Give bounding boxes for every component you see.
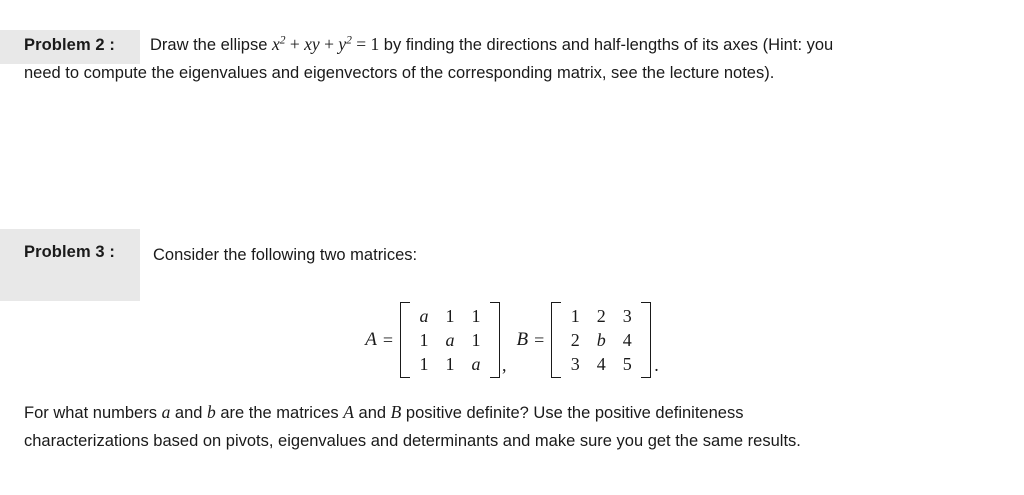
problem-2-text-before: Draw the ellipse: [150, 36, 272, 54]
matrix-cell: 4: [596, 354, 606, 374]
matrix-b-equals: =: [534, 329, 545, 350]
problem-2-block: [0, 30, 1024, 87]
matrix-cell: 2: [570, 330, 580, 350]
matrix-cell: 1: [471, 330, 481, 350]
bracket-left: [400, 302, 410, 378]
matrix-cell: a: [445, 330, 455, 350]
bracket-left: [551, 302, 561, 378]
matrix-cell: b: [596, 330, 606, 350]
matrix-a-trailing: ,: [502, 355, 507, 375]
closing-line-1: For what numbers a and b are the matrices A and B positive definite? Use the positive definiteness: [24, 402, 744, 422]
matrix-cell: 1: [570, 306, 580, 326]
matrix-b-brackets: [551, 302, 651, 378]
matrix-b-cells: [561, 302, 641, 378]
problem-2-label: Problem 2 :: [24, 36, 115, 54]
matrix-b-group: [517, 302, 659, 378]
bracket-right: [490, 302, 500, 378]
matrix-cell: 3: [622, 306, 632, 326]
matrix-a-name: A: [365, 329, 377, 350]
matrix-cell: 5: [622, 354, 632, 374]
matrix-a-equals: =: [382, 329, 393, 350]
problem-3-closing: [24, 398, 984, 455]
matrix-cell: 1: [445, 354, 455, 374]
problem-3-label-highlight: [0, 229, 140, 301]
problem-3-intro: Consider the following two matrices:: [153, 246, 418, 264]
matrix-cell: 2: [596, 306, 606, 326]
bracket-right: [641, 302, 651, 378]
matrix-cell: a: [471, 354, 481, 374]
matrix-cell: 1: [445, 306, 455, 326]
matrix-b-trailing: .: [654, 355, 659, 375]
closing-line-2: characterizations based on pivots, eigenvalues and determinants and make sure you get the same results.: [24, 432, 801, 450]
matrix-cell: 1: [419, 330, 429, 350]
matrix-equation-row: [0, 302, 1024, 378]
matrix-a-group: [365, 302, 516, 378]
matrix-cell: 4: [622, 330, 632, 350]
matrix-cell: 1: [419, 354, 429, 374]
problem-2-text-after: by finding the directions and half-lengths of its axes (Hint: you: [379, 36, 834, 54]
problem-3-label: Problem 3 :: [24, 243, 115, 261]
matrix-cell: 1: [471, 306, 481, 326]
matrix-cell: 3: [570, 354, 580, 374]
matrix-a-brackets: [400, 302, 500, 378]
matrix-b-name: B: [516, 329, 529, 350]
problem-2-line-2: need to compute the eigenvalues and eigenvectors of the corresponding matrix, see the lecture notes).: [24, 64, 775, 82]
matrix-cell: a: [419, 306, 429, 326]
problem-2-equation: $x^2$ + xy + $y^2 = 1$: [271, 34, 380, 54]
problem-3-block: [0, 229, 1024, 269]
matrix-a-cells: [410, 302, 490, 378]
